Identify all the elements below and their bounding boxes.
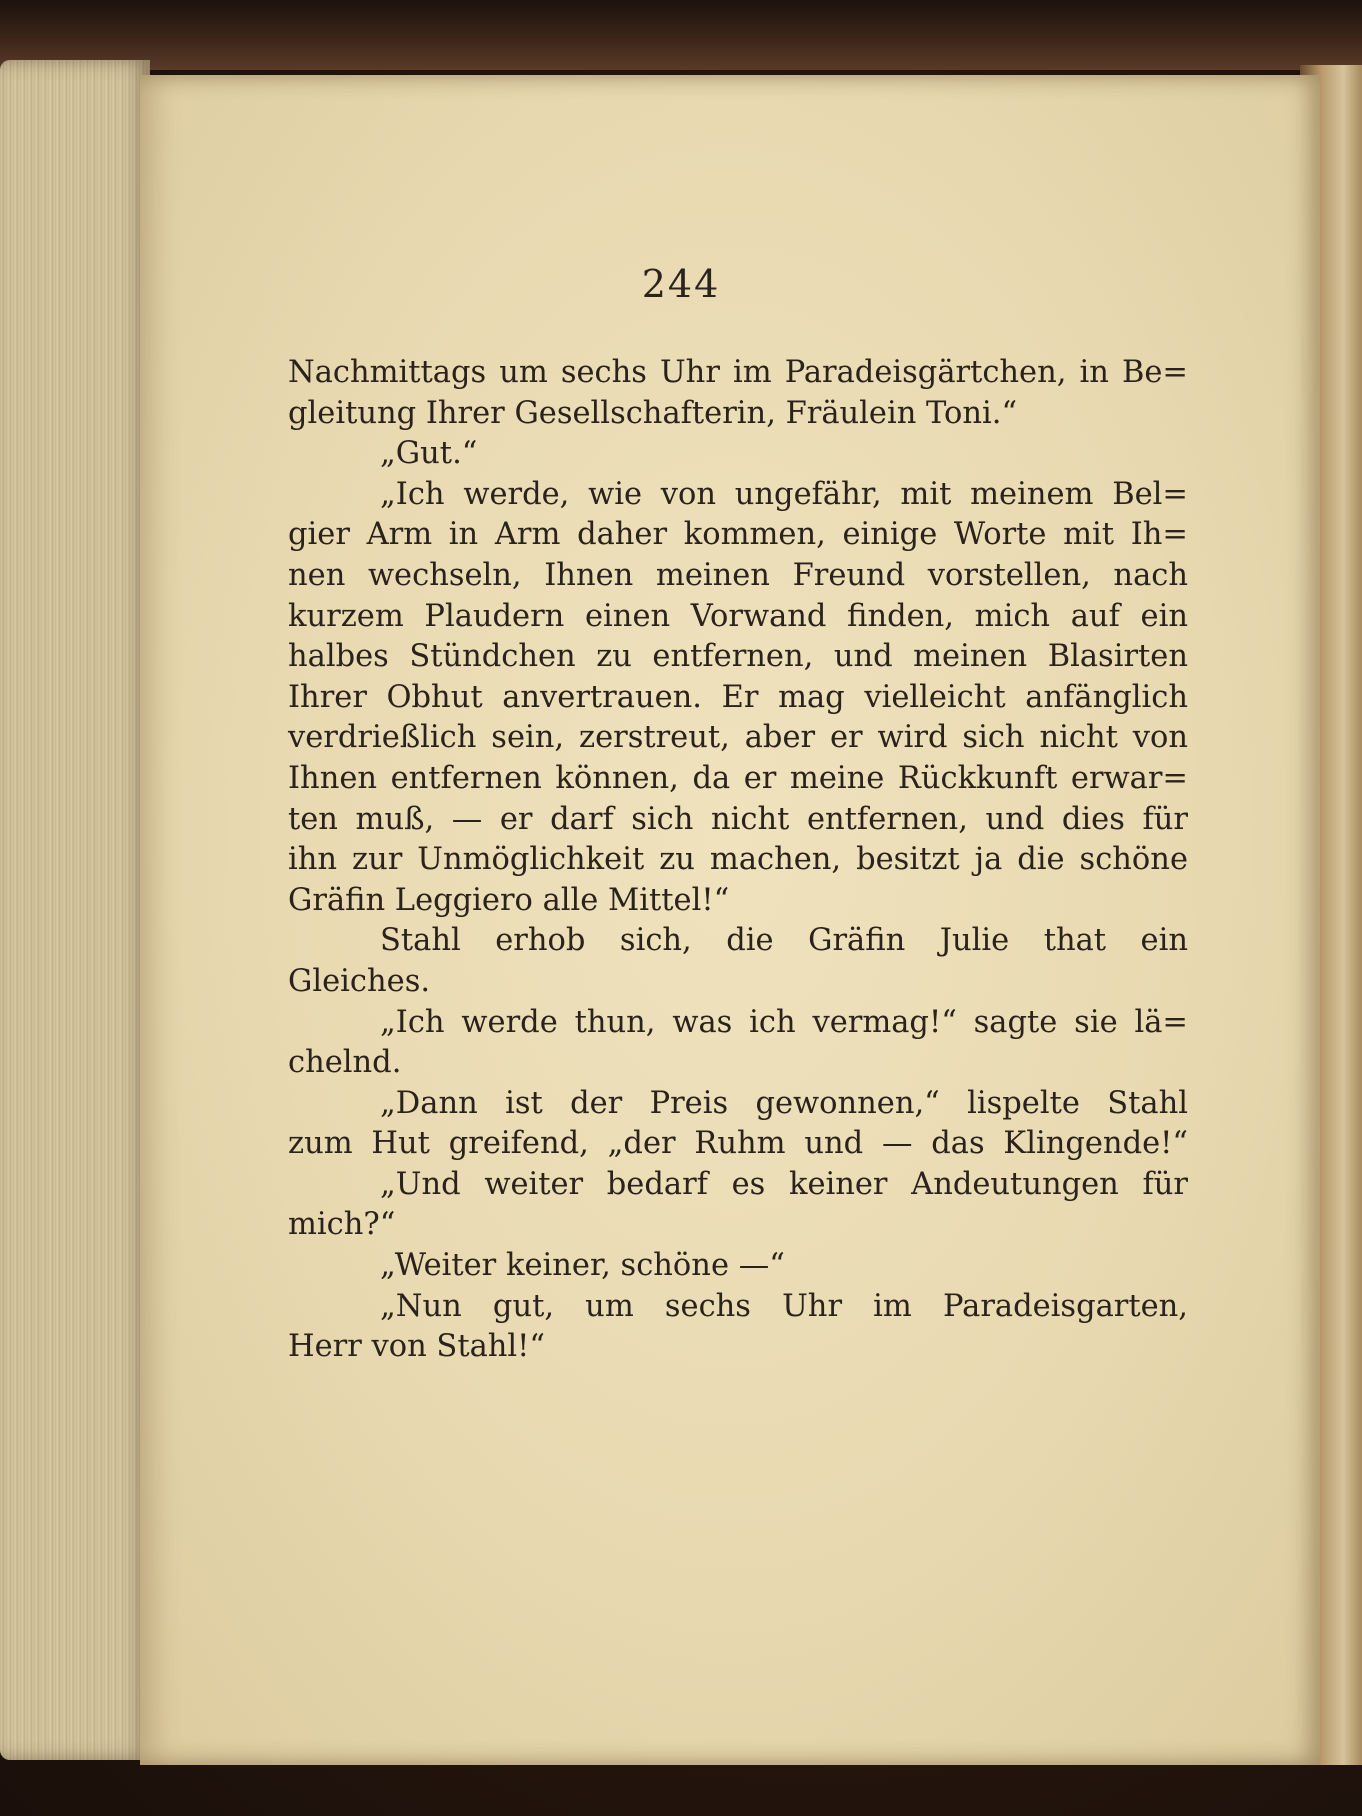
text-line: Herr von Stahl!“ xyxy=(288,1329,546,1365)
text-line: „Ich werde thun, was ich vermag!“ sagte sie lä= xyxy=(380,1004,1188,1040)
text-line: „Dann ist der Preis gewonnen,“ lispelte Stahl xyxy=(380,1085,1188,1121)
text-line: kurzem Plaudern einen Vorwand finden, mich auf ein xyxy=(288,598,1188,634)
text-line: Stahl erhob sich, die Gräfin Julie that ein xyxy=(380,923,1188,959)
text-line: ihn zur Unmöglichkeit zu machen, besitzt ja die schöne xyxy=(288,842,1188,878)
text-line: Gleiches. xyxy=(288,963,431,999)
text-line: Ihrer Obhut anvertrauen. Er mag vielleicht anfänglich xyxy=(288,679,1188,715)
text-line: „Und weiter bedarf es keiner Andeutungen für xyxy=(380,1166,1188,1202)
text-line: chelnd. xyxy=(288,1045,402,1081)
text-line: nen wechseln, Ihnen meinen Freund vorstellen, nach xyxy=(288,557,1188,593)
text-line: halbes Stündchen zu entfernen, und meinen Blasirten xyxy=(288,639,1188,675)
text-line: „Gut.“ xyxy=(380,436,478,472)
text-line: verdrießlich sein, zerstreut, aber er wird sich nicht von xyxy=(288,720,1188,756)
text-line: Nachmittags um sechs Uhr im Paradeisgärtchen, in Be= xyxy=(288,355,1188,390)
text-line: „Nun gut, um sechs Uhr im Paradeisgarten, xyxy=(380,1288,1188,1324)
text-line: „Weiter keiner, schöne —“ xyxy=(380,1248,785,1284)
text-line: gleitung Ihrer Gesellschafterin, Fräulein Toni.“ xyxy=(288,395,1018,431)
page-edges xyxy=(0,60,150,1760)
text-line: ten muß, — er darf sich nicht entfernen, und dies für xyxy=(288,801,1188,837)
text-line: Gräfin Leggiero alle Mittel!“ xyxy=(288,882,730,918)
text-line: gier Arm in Arm daher kommen, einige Worte mit Ih= xyxy=(288,517,1188,553)
text-line: „Ich werde, wie von ungefähr, mit meinem Bel= xyxy=(380,476,1188,512)
page-text xyxy=(288,353,1188,1368)
text-line: zum Hut greifend, „der Ruhm und — das Klingende!“ xyxy=(288,1126,1188,1162)
page-number: 244 xyxy=(641,262,721,306)
book-cover-edge xyxy=(0,0,1362,70)
text-line: mich?“ xyxy=(288,1207,396,1243)
text-line: Ihnen entfernen können, da er meine Rückkunft erwar= xyxy=(288,760,1188,796)
